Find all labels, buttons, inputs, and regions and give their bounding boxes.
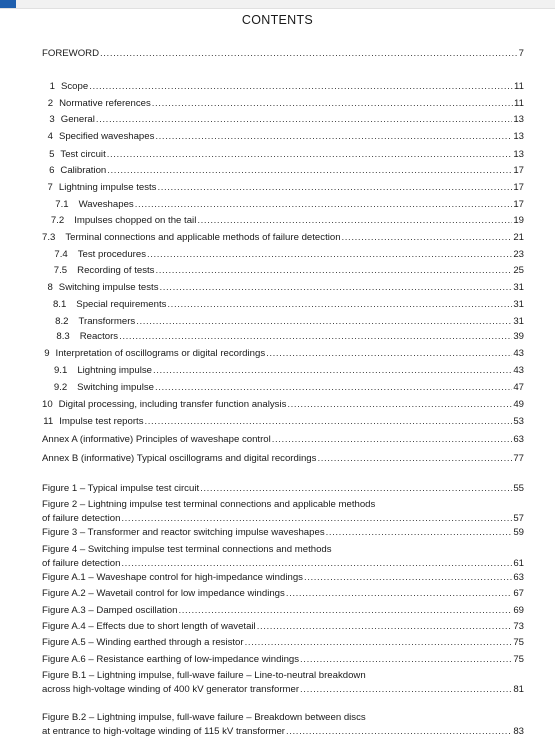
entry-number: 7.2 xyxy=(50,215,65,226)
page-number: 19 xyxy=(513,215,524,226)
page-number: 13 xyxy=(513,131,524,142)
entry-title: Figure A.3 – Damped oscillation xyxy=(42,605,178,616)
dot-leader xyxy=(200,482,512,496)
dot-leader xyxy=(152,97,513,111)
toc-entry-clause[interactable] xyxy=(42,97,524,111)
entry-number: 8.1 xyxy=(52,299,67,310)
toc-entry-figure[interactable] xyxy=(42,587,524,601)
page-number: 77 xyxy=(513,453,524,464)
dot-leader xyxy=(257,620,513,634)
toc-entry-clause[interactable] xyxy=(42,347,524,361)
toc-entry-clause[interactable] xyxy=(42,398,524,412)
page-number: 47 xyxy=(513,382,524,393)
toc-entry-figure[interactable] xyxy=(42,653,524,667)
toc-entry-clause[interactable] xyxy=(42,264,524,278)
page-number: 83 xyxy=(513,726,524,737)
page-number: 13 xyxy=(513,114,524,125)
toc-entry-clause[interactable] xyxy=(42,148,524,162)
entry-title: Reactors xyxy=(79,331,119,342)
page-number: 81 xyxy=(513,684,524,695)
entry-title: Waveshapes xyxy=(78,199,134,210)
dot-leader xyxy=(145,415,513,429)
entry-number: 8.2 xyxy=(55,316,69,327)
page-number: 31 xyxy=(513,299,524,310)
page-number: 39 xyxy=(513,331,524,342)
toc-entry-clause[interactable] xyxy=(42,315,524,329)
figure-caption-line: Figure 2 – Lightning impulse test terminal connections and applicable methods xyxy=(42,499,376,510)
toc-entry-clause[interactable] xyxy=(42,330,524,344)
toc-entry-figure[interactable] xyxy=(42,683,524,697)
entry-title: Figure 1 – Typical impulse test circuit xyxy=(42,483,200,494)
entry-number: 6 xyxy=(49,165,55,176)
entry-title: Lightning impulse xyxy=(77,365,152,376)
dot-leader xyxy=(342,231,513,245)
page-number: 57 xyxy=(513,513,524,524)
entry-title: Normative references xyxy=(59,98,151,109)
entry-number: 7 xyxy=(47,182,53,193)
page-number: 43 xyxy=(513,365,524,376)
dot-leader xyxy=(119,330,512,344)
page-title: CONTENTS xyxy=(241,13,314,27)
entry-title: Figure 3 – Transformer and reactor switching impulse waveshapes xyxy=(42,527,325,538)
entry-title: Scope xyxy=(60,81,89,92)
entry-title: Annex B (informative) Typical oscillograms and digital recordings xyxy=(42,453,317,464)
page-number: 31 xyxy=(513,316,524,327)
toc-entry-figure[interactable] xyxy=(42,526,524,540)
page-number: 61 xyxy=(513,558,524,569)
dot-leader xyxy=(317,452,512,466)
toc-entry-clause[interactable] xyxy=(42,130,524,144)
dot-leader xyxy=(266,347,512,361)
entry-title: Impulses chopped on the tail xyxy=(74,215,197,226)
dot-leader xyxy=(147,248,512,262)
page-number: 7 xyxy=(518,48,524,59)
dot-leader xyxy=(135,198,513,212)
toc-entry-figure[interactable] xyxy=(42,571,524,585)
entry-title: Test procedures xyxy=(77,249,146,260)
entry-title: across high-voltage winding of 400 kV generator transformer xyxy=(42,684,300,695)
page-number: 17 xyxy=(513,199,524,210)
entry-number: 3 xyxy=(49,114,55,125)
dot-leader xyxy=(272,433,513,447)
entry-title: of failure detection xyxy=(42,513,121,524)
entry-title: Impulse test reports xyxy=(59,416,144,427)
dot-leader xyxy=(286,587,513,601)
entry-number: 7.5 xyxy=(53,265,68,276)
page-number: 63 xyxy=(513,434,524,445)
entry-number: 10 xyxy=(42,399,53,410)
entry-title: Special requirements xyxy=(76,299,167,310)
toc-entry-figure[interactable] xyxy=(42,512,524,526)
dot-leader xyxy=(178,604,512,618)
entry-number: 4 xyxy=(47,131,53,142)
dot-leader xyxy=(153,364,512,378)
dot-leader xyxy=(300,683,512,697)
page-number: 69 xyxy=(513,605,524,616)
top-toolbar-strip xyxy=(0,0,555,9)
page-number: 75 xyxy=(513,637,524,648)
page-number: 13 xyxy=(513,149,524,160)
page-number: 11 xyxy=(514,81,524,92)
toc-entry-annex[interactable] xyxy=(42,452,524,466)
toc-entry-clause[interactable] xyxy=(42,248,524,262)
entry-number: 9.1 xyxy=(53,365,68,376)
entry-number: 9 xyxy=(44,348,50,359)
page-number: 67 xyxy=(513,588,524,599)
entry-title: Figure A.2 – Wavetail control for low impedance windings xyxy=(42,588,285,599)
entry-number: 5 xyxy=(49,149,55,160)
figure-caption-line: Figure B.2 – Lightning impulse, full-wave failure – Breakdown between discs xyxy=(42,712,366,723)
toc-entry-clause[interactable] xyxy=(42,364,524,378)
entry-title: Switching impulse xyxy=(77,382,154,393)
entry-number: 7.1 xyxy=(55,199,69,210)
entry-number: 11 xyxy=(43,416,54,427)
page-number: 53 xyxy=(513,416,524,427)
entry-title: at entrance to high-voltage winding of 115 kV transformer xyxy=(42,726,286,737)
entry-title: Figure A.4 – Effects due to short length of wavetail xyxy=(42,621,256,632)
entry-number: 8.3 xyxy=(56,331,70,342)
dot-leader xyxy=(326,526,513,540)
dot-leader xyxy=(245,636,513,650)
entry-number: 2 xyxy=(47,98,54,109)
entry-number: 9.2 xyxy=(53,382,68,393)
corner-tab[interactable] xyxy=(0,0,16,8)
entry-title: Recording of tests xyxy=(77,265,155,276)
dot-leader xyxy=(197,214,512,228)
toc-entry-clause[interactable] xyxy=(42,214,524,228)
page-number: 63 xyxy=(513,572,524,583)
entry-title: Switching impulse tests xyxy=(58,282,159,293)
toc-entry-annex[interactable] xyxy=(42,433,524,447)
entry-title: Figure A.6 – Resistance earthing of low-impedance windings xyxy=(42,654,300,665)
toc-entry-clause[interactable] xyxy=(42,181,524,195)
toc-entry-clause[interactable] xyxy=(42,281,524,295)
entry-number: 7.3 xyxy=(42,232,56,243)
dot-leader xyxy=(304,571,512,585)
toc-entry-clause[interactable] xyxy=(42,415,524,429)
dot-leader xyxy=(167,298,512,312)
entry-title: Terminal connections and applicable methods of failure detection xyxy=(65,232,341,243)
entry-title: Transformers xyxy=(78,316,136,327)
figure-caption-line: Figure 4 – Switching impulse test terminal connections and methods xyxy=(42,544,332,555)
toc-entry-clause[interactable] xyxy=(42,231,524,245)
dot-leader xyxy=(136,315,512,329)
dot-leader xyxy=(107,148,513,162)
dot-leader xyxy=(89,80,513,94)
toc-entry-clause[interactable] xyxy=(42,164,524,178)
page-number: 59 xyxy=(513,527,524,538)
toc-entry-clause[interactable] xyxy=(42,381,524,395)
dot-leader xyxy=(100,47,518,61)
dot-leader xyxy=(107,164,512,178)
page-number: 55 xyxy=(513,483,524,494)
entry-title: FOREWORD xyxy=(42,48,100,59)
entry-title: Figure A.5 – Winding earthed through a resistor xyxy=(42,637,244,648)
entry-title: Test circuit xyxy=(60,149,106,160)
entry-title: Calibration xyxy=(60,165,107,176)
dot-leader xyxy=(157,181,512,195)
entry-title: Lightning impulse tests xyxy=(58,182,157,193)
toc-entry-clause[interactable] xyxy=(42,80,524,94)
toc-entry-figure[interactable] xyxy=(42,482,524,496)
dot-leader xyxy=(155,130,512,144)
page-number: 11 xyxy=(514,98,524,109)
toc-entry-figure[interactable] xyxy=(42,620,524,634)
entry-title: Interpretation of oscillograms or digital recordings xyxy=(55,348,266,359)
toc-entry-clause[interactable] xyxy=(42,198,524,212)
entry-title: Figure A.1 – Waveshape control for high-impedance windings xyxy=(42,572,303,583)
figure-caption-line: Figure B.1 – Lightning impulse, full-wave failure – Line-to-neutral breakdown xyxy=(42,670,366,681)
toc-entry-figure[interactable] xyxy=(42,557,524,571)
entry-title: Digital processing, including transfer function analysis xyxy=(58,399,287,410)
toc-entry-clause[interactable] xyxy=(42,298,524,312)
page-number: 75 xyxy=(513,654,524,665)
page-number: 17 xyxy=(513,182,524,193)
page-number: 17 xyxy=(513,165,524,176)
dot-leader xyxy=(96,113,512,127)
page-number: 31 xyxy=(513,282,524,293)
toc-entry-clause[interactable] xyxy=(42,113,524,127)
page-number: 23 xyxy=(513,249,524,260)
entry-number: 8 xyxy=(47,282,53,293)
dot-leader xyxy=(287,398,512,412)
dot-leader xyxy=(155,264,512,278)
entry-title: of failure detection xyxy=(42,558,121,569)
dot-leader xyxy=(300,653,512,667)
dot-leader xyxy=(121,512,512,526)
toc-entry-figure[interactable] xyxy=(42,604,524,618)
entry-title: Annex A (informative) Principles of waveshape control xyxy=(42,434,271,445)
entry-number: 7.4 xyxy=(54,249,68,260)
page-number: 73 xyxy=(513,621,524,632)
dot-leader xyxy=(121,557,512,571)
page-number: 49 xyxy=(513,399,524,410)
toc-entry-foreword[interactable] xyxy=(42,47,524,61)
dot-leader xyxy=(160,281,513,295)
entry-number: 1 xyxy=(49,81,55,92)
dot-leader xyxy=(155,381,512,395)
entry-title: General xyxy=(60,114,95,125)
toc-entry-figure[interactable] xyxy=(42,636,524,650)
entry-title: Specified waveshapes xyxy=(58,131,155,142)
page-number: 21 xyxy=(513,232,524,243)
page-number: 25 xyxy=(513,265,524,276)
page-number: 43 xyxy=(513,348,524,359)
